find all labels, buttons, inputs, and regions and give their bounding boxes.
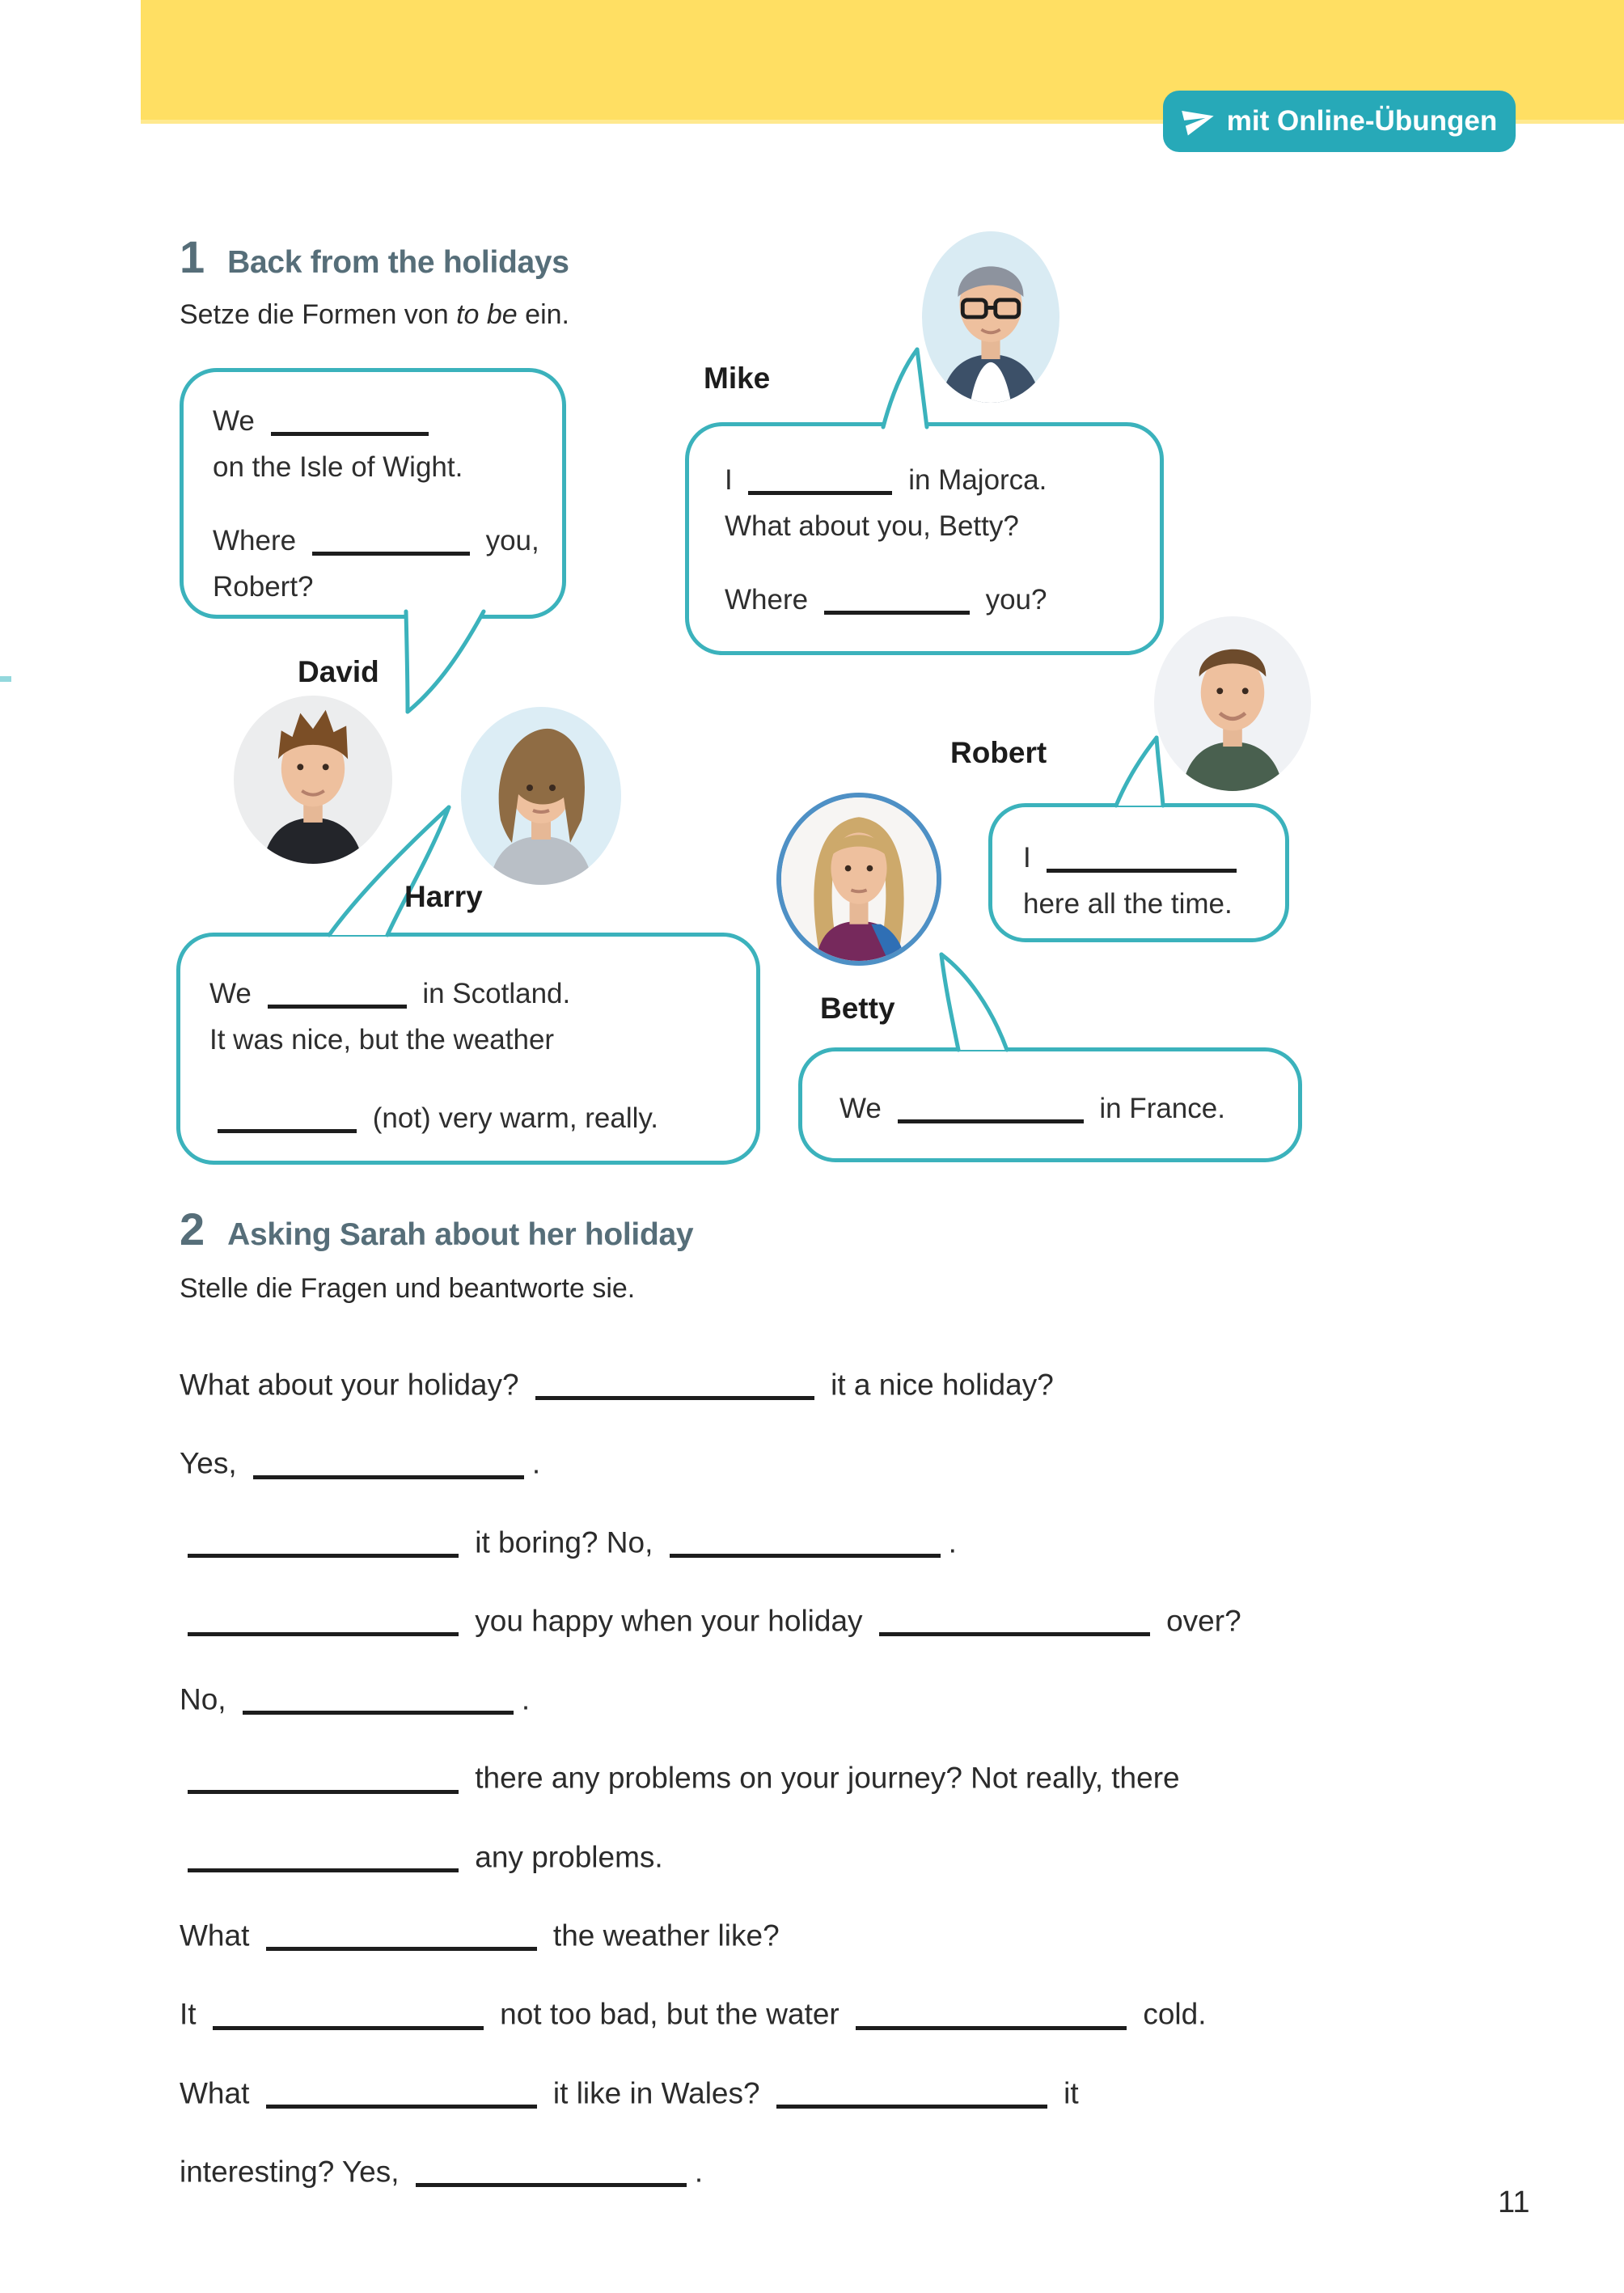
text-segment: I (1023, 842, 1031, 874)
fill-in-blank-line (188, 1606, 459, 1636)
exercise2-line (180, 1600, 1462, 1636)
text-segment: . (531, 1446, 541, 1480)
text-segment: here all the time. (1023, 888, 1233, 920)
text-segment: not too bad, but the water (500, 1997, 839, 2031)
exercise1-header (180, 231, 569, 282)
exercise2-line (180, 1678, 1462, 1715)
bubble-line (209, 971, 737, 1017)
mike-label: Mike (704, 362, 771, 395)
bubble-line (839, 1085, 1279, 1132)
fill-in-blank-line (268, 979, 407, 1009)
exercise2-instruction: Stelle die Fragen und beantworte sie. (180, 1273, 636, 1304)
text-segment: it like in Wales? (552, 2075, 760, 2109)
bubble-line (213, 444, 543, 490)
exercise2-title: Asking Sarah about her holiday (227, 1217, 694, 1252)
text-segment: It was nice, but the weather (209, 1024, 555, 1056)
text-segment: What about your holiday? (180, 1368, 519, 1402)
exercise2-line (180, 2072, 1462, 2109)
fill-in-blank-line (188, 1527, 459, 1558)
badge-label: mit Online-Übungen (1226, 105, 1498, 137)
text-segment: interesting? Yes, (180, 2155, 400, 2189)
bubble-line (1023, 881, 1269, 927)
bubble-paragraph (213, 518, 543, 610)
exercise2-line (180, 1442, 1462, 1479)
robert-photo (1154, 616, 1311, 791)
print-registration-mark (0, 676, 11, 682)
exercise2-line (180, 1521, 1462, 1558)
david-label: David (298, 655, 379, 688)
fill-in-blank-line (1047, 844, 1237, 874)
exercise2-number: 2 (180, 1204, 205, 1254)
bubble-paragraph (213, 398, 543, 490)
text-segment: it (1064, 2075, 1079, 2109)
text-segment: . (948, 1525, 957, 1559)
fill-in-blank-line (312, 527, 470, 556)
bubble-line (725, 457, 1136, 503)
text-segment: We (209, 978, 252, 1009)
harry-speech-bubble (176, 933, 760, 1165)
bubble-line (213, 518, 543, 564)
text-segment: in France. (1099, 1093, 1225, 1124)
exercise2-line (180, 1914, 1462, 1951)
instruction-italic-text: to be (456, 299, 518, 330)
betty-bubble-tail (928, 948, 1019, 1053)
exercise2-line (180, 1993, 1462, 2029)
exercise1-title: Back from the holidays (227, 245, 569, 280)
bubble-paragraph (209, 971, 737, 1063)
fill-in-blank-line (266, 2078, 537, 2109)
text-segment: No, (180, 1682, 226, 1716)
exercise2-line (180, 2151, 1462, 2187)
text-segment: What (180, 1919, 250, 1952)
page-number: 11 (1498, 2185, 1530, 2219)
text-segment: I (725, 464, 733, 496)
bubble-paragraph (209, 1095, 737, 1141)
exercise2-line (180, 1757, 1462, 1793)
text-segment: Where (725, 584, 809, 616)
fill-in-blank-line (879, 1606, 1150, 1636)
bubble-line (1023, 835, 1269, 881)
text-segment: We (213, 405, 255, 437)
text-segment: What (180, 2075, 250, 2109)
bubble-paragraph (725, 577, 1136, 623)
exercise2-line (180, 1364, 1462, 1400)
harry-photo (461, 707, 621, 885)
fill-in-blank-line (266, 1920, 537, 1951)
fill-in-blank-line (188, 1762, 459, 1793)
fill-in-blank-line (898, 1094, 1084, 1124)
bubble-line (213, 564, 543, 610)
text-segment: the weather like? (552, 1919, 780, 1952)
exercise2-header (180, 1204, 694, 1254)
fill-in-blank-line (243, 1684, 514, 1715)
text-segment: (not) very warm, really. (372, 1102, 659, 1134)
bubble-line (725, 503, 1136, 549)
text-segment: you happy when your holiday (475, 1604, 863, 1638)
robert-speech-bubble (988, 803, 1289, 942)
online-exercises-badge (1163, 91, 1516, 152)
betty-photo (776, 793, 941, 966)
text-segment: . (694, 2155, 704, 2189)
fill-in-blank-line (253, 1448, 524, 1479)
instruction-text: ein. (525, 299, 569, 330)
text-segment: in Scotland. (422, 978, 571, 1009)
text-segment: cold. (1143, 1997, 1207, 2031)
fill-in-blank-line (776, 2078, 1047, 2109)
robert-label: Robert (950, 736, 1047, 769)
mike-photo (922, 231, 1059, 403)
fill-in-blank-line (824, 586, 970, 616)
paper-plane-icon (1182, 103, 1216, 141)
mike-speech-bubble (685, 422, 1164, 655)
david-photo (234, 696, 392, 864)
text-segment: it boring? No, (475, 1525, 653, 1559)
exercise1-instruction (180, 299, 569, 331)
text-segment: in Majorca. (908, 464, 1047, 496)
bubble-line (213, 398, 543, 444)
exercise1-number: 1 (180, 231, 205, 282)
bubble-line (209, 1017, 737, 1063)
david-speech-bubble (180, 368, 566, 619)
text-segment: over? (1166, 1604, 1241, 1638)
fill-in-blank-line (271, 407, 429, 437)
bubble-line (725, 577, 1136, 623)
exercise2-line (180, 1836, 1462, 1872)
harry-label: Harry (404, 880, 483, 913)
text-segment: it a nice holiday? (831, 1368, 1054, 1402)
fill-in-blank-line (218, 1104, 357, 1134)
fill-in-blank-line (416, 2156, 687, 2187)
text-segment: you? (985, 584, 1047, 616)
text-segment: Yes, (180, 1446, 237, 1480)
text-segment: you, (485, 525, 539, 556)
betty-speech-bubble (798, 1047, 1302, 1162)
bubble-paragraph (1023, 835, 1269, 927)
instruction-text: Setze die Formen von (180, 299, 449, 330)
david-bubble-tail (395, 608, 500, 717)
text-segment: . (521, 1682, 531, 1716)
text-segment: there any problems on your journey? Not really, there (475, 1761, 1180, 1795)
text-segment: Robert? (213, 571, 314, 603)
bubble-paragraph (725, 457, 1136, 549)
text-segment: on the Isle of Wight. (213, 451, 463, 483)
fill-in-blank-line (535, 1369, 814, 1400)
bubble-paragraph (839, 1085, 1279, 1132)
fill-in-blank-line (670, 1527, 941, 1558)
bubble-line (209, 1095, 737, 1141)
text-segment: Where (213, 525, 297, 556)
fill-in-blank-line (188, 1842, 459, 1872)
fill-in-blank-line (213, 1999, 484, 2029)
fill-in-blank-line (856, 1999, 1127, 2029)
exercise2-fill-in-lines (180, 1364, 1462, 2229)
text-segment: It (180, 1997, 197, 2031)
betty-label: Betty (820, 992, 895, 1025)
text-segment: any problems. (475, 1840, 663, 1874)
fill-in-blank-line (748, 466, 892, 496)
text-segment: What about you, Betty? (725, 510, 1019, 542)
text-segment: We (839, 1093, 882, 1124)
